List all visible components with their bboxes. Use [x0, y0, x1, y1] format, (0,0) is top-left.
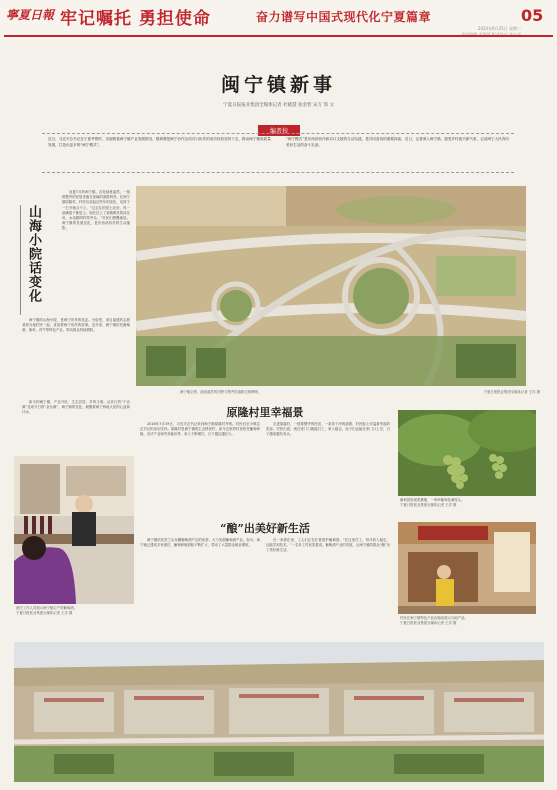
newspaper-logo: 寧夏日報: [6, 8, 55, 22]
store-caption-text: 村民在闽宁镇特色产品店铺前展示当地产品。: [400, 616, 468, 620]
vertical-title-rule: [20, 205, 21, 315]
article2-col1: [140, 422, 260, 512]
store-photo: [398, 522, 536, 614]
wine-caption-credit: 宁夏日报报业集团全媒体记者 王洋 摄: [16, 611, 73, 615]
store-caption-credit: 宁夏日报报业集团全媒体记者 王洋 摄: [400, 621, 457, 625]
article1-col1-text: 炎夏7月的闽宁镇，各处绿意盎然，一排排整齐的民居坐落在宽阔的道路两旁。在闽宁镇原隆村，村民们说起这些年的变化，话匣子一打开就合不上。“过去住的是土坯房，风一刮满屋子都是土。现在住上了宽敞明亮的砖瓦房，水电路网样样齐全。”村民们感慨地说。闽宁镇的发展变化，是东西部协作的生动缩影。: [62, 190, 130, 231]
article1-col3-text: 如今的闽宁镇，产业兴旺、生态宜居、乡风文明。从昔日的“干沙滩”变成今日的“金沙滩”，闽宁镇的变化，凝聚着闽宁两地人民的心血和汗水。: [22, 400, 130, 415]
page-headline: 闽宁镇新事: [220, 74, 336, 96]
article1-col2: [22, 318, 130, 398]
article2-col2: [266, 422, 390, 512]
article2-body: 2016年7月19日，习近平总书记来到闽宁镇原隆村考察。村民们至今难忘总书记的亲切关怀。原隆村是闽宁镇的生态移民村，如今这里的村民依托葡萄种植、光伏产业和劳务输出等，收入不断增长，日子越过越红火。: [140, 422, 260, 437]
aerial-interchange-photo: [136, 186, 526, 386]
article2-title: 原隆村里幸福景: [226, 406, 304, 419]
grape-caption: [400, 498, 536, 508]
article1-col2-text: 闽宁镇的山海小院，是闽宁协作的见证。小院里，来自福建的志愿者和当地村民一起，讲述着闽宁协作的故事。近年来，闽宁镇依托葡萄酒、菌草、肉牛等特色产业，带动群众持续增收。: [22, 318, 130, 333]
town-panorama-photo: [14, 642, 544, 782]
article2-body2: 走进原隆村，一排排整齐的民居，一条条干净的道路，村民脸上洋溢着幸福的笑容。村民们说，现在家门口就能打工，收入稳定，孩子们也能在家门口上学，日子越来越有奔头。: [266, 422, 390, 437]
banner-main-title: 牢记嘱托 勇担使命: [60, 9, 211, 29]
grape-illustration: [398, 410, 536, 496]
store-caption: [400, 616, 536, 626]
page-number: 05: [521, 6, 544, 25]
town-illustration: [14, 642, 544, 782]
article1-title: 山海小院话变化: [26, 205, 41, 303]
article1-col3: [22, 400, 130, 452]
grape-caption-credit: 宁夏日报报业集团全媒体记者 王洋 摄: [400, 503, 457, 507]
wine-tasting-photo: [14, 456, 134, 604]
article3-col2: [266, 538, 390, 634]
grape-vine-photo: [398, 410, 536, 496]
store-illustration: [398, 522, 536, 614]
headline-byline: 宁夏日报报业集团全媒体记者 杜晓慧 张金智 宋万 鄂 文: [223, 103, 334, 108]
wine-caption-text: 酒庄工作人员展示闽宁镇生产的葡萄酒。: [16, 606, 78, 610]
editor-note-left: 近日，习近平总书记在宁夏考察时，实地察看闽宁镇产业发展情况，强调要把闽宁协作这项对口协作的成功经验坚持下去，推动闽宁镇高质量发展，打造出更多的“闽宁模式”。: [48, 137, 271, 147]
wine-caption: [16, 606, 134, 616]
wine-tasting-illustration: [14, 456, 134, 604]
banner-subtitle: 奋力谱写中国式现代化宁夏篇章: [256, 10, 432, 24]
article3-body2: 在一家酒庄里，工人们正在忙着管护葡萄园。“在这里打工，每月收入稳定，还能学到技术。”一名务工村民笑着说。葡萄酒产业的发展，让闽宁镇的群众“酿”出了美好新生活。: [266, 538, 390, 553]
aerial-caption: 闽宁镇全景，绿意盎然的田野与整齐的道路交相辉映。: [180, 390, 262, 394]
editor-note-right: “闽宁模式”是东西部协作和对口支援的生动实践，是共同富裕的重要探索。近日，记者深入闽宁镇，感受乡村振兴新气象，记录闽宁人民奔向美好生活的奋斗足迹。: [286, 137, 509, 147]
editor-note-label: 编者按: [258, 125, 300, 136]
grape-caption-text: 葡萄园里硕果累累，一串串葡萄挂满枝头。: [400, 498, 465, 502]
article3-title: “酿”出美好新生活: [220, 522, 310, 535]
masthead-rule: [4, 35, 553, 37]
aerial-illustration: [136, 186, 526, 386]
article3-body: 闽宁镇依托贺兰山东麓葡萄酒产区的优势，大力发展葡萄酒产业。如今，闽宁镇已建成多家酒庄，葡萄种植面积不断扩大，带动了大量群众就业增收。: [140, 538, 260, 548]
issue-date: 2024年6月25日 星期二: [477, 26, 521, 31]
editor-note: [42, 133, 514, 173]
masthead: [0, 0, 557, 40]
article1-col1: [62, 190, 130, 310]
article3-col1: [140, 538, 260, 634]
aerial-credit: 宁夏日报报业集团全媒体记者 王洋 摄: [483, 390, 540, 394]
